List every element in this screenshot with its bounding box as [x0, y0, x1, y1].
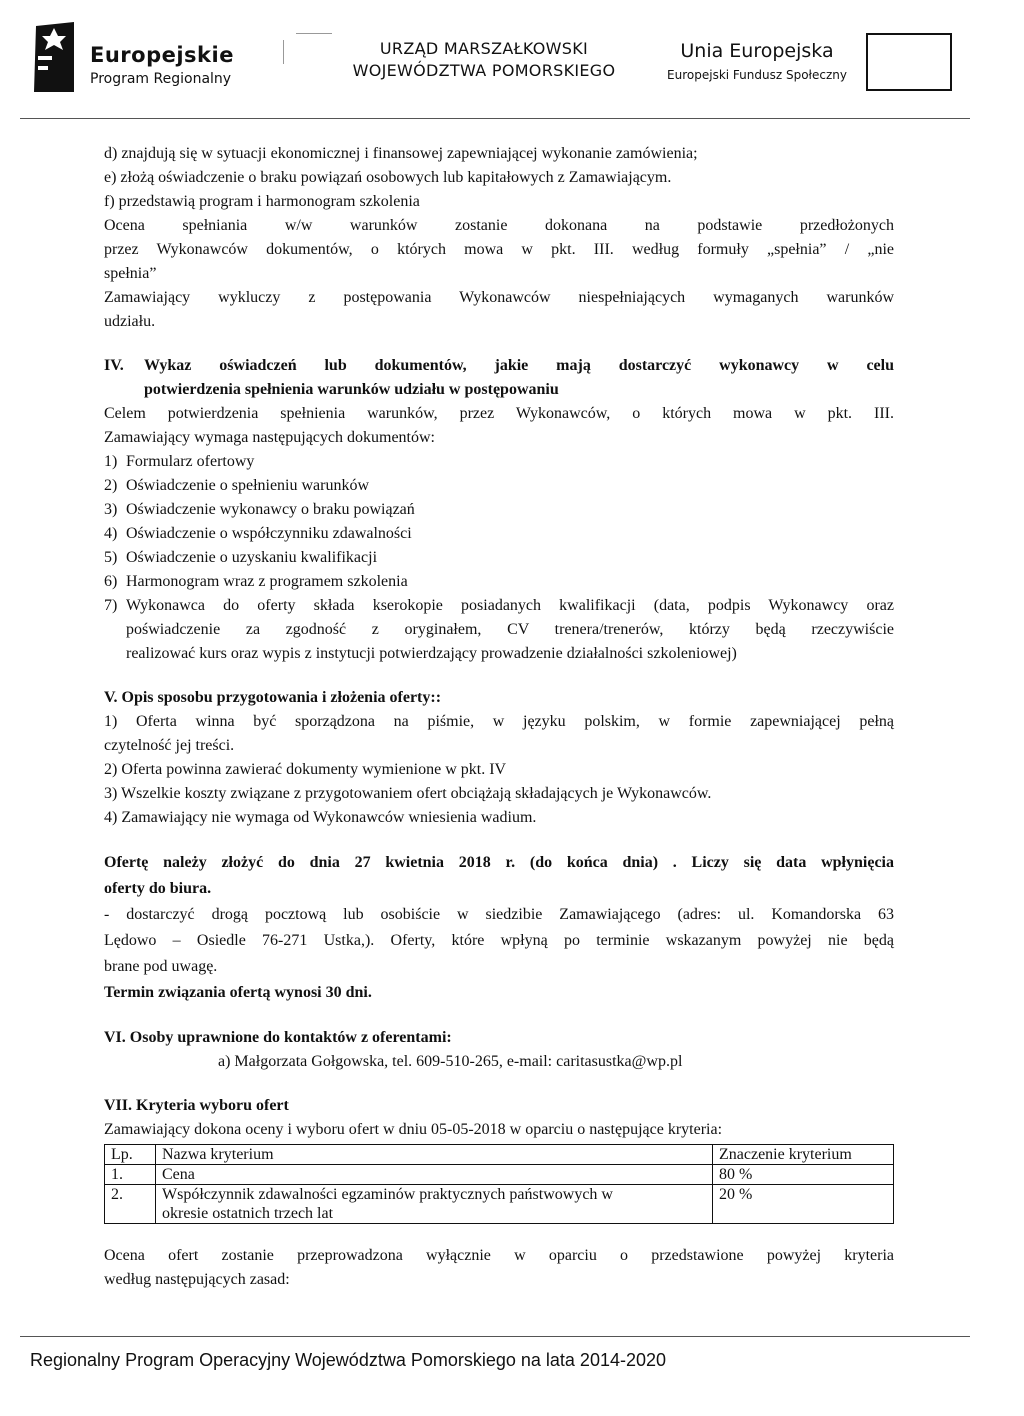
list-item-text: Formularz ofertowy: [126, 453, 255, 470]
list-item: [104, 546, 894, 570]
list-item-text: [126, 594, 894, 666]
table-header-lp: Lp.: [105, 1145, 156, 1165]
list-item-text: Oświadczenie o współczynniku zdawalności: [126, 525, 412, 542]
criteria-table: [104, 1144, 894, 1224]
table-row: [105, 1185, 894, 1224]
deadline-line-2: oferty do biura.: [104, 880, 212, 897]
contact-person: a) Małgorzata Gołgowska, tel. 609-510-265, e-mail: caritasustka@wp.pl: [218, 1053, 683, 1070]
criterion-name-line-2: okresie ostatnich trzech lat: [162, 1205, 334, 1222]
table-cell-weight: 20 %: [713, 1185, 894, 1224]
header-rule: [20, 118, 970, 119]
eu-flag-icon: [866, 33, 952, 91]
condition-e: e) złożą oświadczenie o braku powiązań osobowych lub kapitałowych z Zamawiającym.: [104, 169, 672, 186]
ocena-line-2: przez Wykonawców dokumentów, o których mowa w pkt. III. według formuły „spełnia” / „nie: [104, 241, 894, 258]
criterion-name-line-1: Współczynnik zdawalności egzaminów praktycznych państwowych w: [162, 1186, 613, 1203]
section-iv-intro: Zamawiający wymaga następujących dokumentów:: [104, 429, 435, 446]
item7-line-1: Wykonawca do oferty składa kserokopie posiadanych kwalifikacji (data, podpis Wykonawcy oraz: [126, 597, 894, 614]
table-cell-lp: 2.: [105, 1185, 156, 1224]
fundusze-europejskie-logo-icon: [30, 22, 78, 94]
list-item-number: 4): [104, 525, 118, 542]
item7-line-3: realizować kurs oraz wypis z instytucji potwierdzający prowadzenie działalności szkoleniowej): [126, 645, 737, 662]
ocena-line-3: spełnia”: [104, 265, 157, 282]
table-cell-weight: 80 %: [713, 1165, 894, 1185]
deadline-line-1: Ofertę należy złożyć do dnia 27 kwietnia 2018 r. (do końca dnia) . Liczy się data wpłynięcia: [104, 854, 894, 871]
section-iv-heading-line-2: potwierdzenia spełnienia warunków udziału w postępowaniu: [144, 381, 559, 398]
evaluation-line-2: według następujących zasad:: [104, 1271, 290, 1288]
list-item: [104, 498, 894, 522]
list-item: [104, 450, 894, 474]
section-iv-number: IV.: [104, 357, 124, 374]
logo-text: [90, 44, 234, 87]
urzad-marszalkowski-label: [348, 38, 620, 82]
evaluation-line-1: Ocena ofert zostanie przeprowadzona wyłącznie w oparciu o przedstawione powyżej kryteria: [104, 1247, 894, 1264]
list-item-number: 7): [104, 597, 118, 614]
delivery-line-3: brane pod uwagę.: [104, 958, 218, 975]
ue-subtitle: Europejski Fundusz Społeczny: [667, 68, 847, 82]
delivery-line-2: Lędowo – Osiedle 76-271 Ustka,). Oferty, które wpłyną po terminie wskazanym powyżej nie będą: [104, 932, 894, 949]
list-item: [104, 570, 894, 594]
document-body: [104, 142, 894, 1292]
list-item-text: Oświadczenie o spełnieniu warunków: [126, 477, 370, 494]
wyklucza-line-1: Zamawiający wykluczy z postępowania Wykonawców niespełniających wymaganych warunków: [104, 289, 894, 306]
section-iv-heading-line-1: Wykaz oświadczeń lub dokumentów, jakie mają dostarczyć wykonawcy w celu: [144, 357, 894, 374]
section-v-heading: V. Opis sposobu przygotowania i złożenia oferty::: [104, 689, 442, 706]
ocena-line-1: Ocena spełniania w/w warunków zostanie dokonana na podstawie przedłożonych: [104, 217, 894, 234]
section-vii-heading: VII. Kryteria wyboru ofert: [104, 1097, 289, 1114]
binding-period: Termin związania ofertą wynosi 30 dni.: [104, 984, 372, 1001]
documents-list: [104, 450, 894, 666]
logo-subtitle: Program Regionalny: [90, 71, 232, 87]
table-header-name: Nazwa kryterium: [156, 1145, 713, 1165]
delivery-line-1: - dostarczyć drogą pocztową lub osobiście w siedzibie Zamawiającego (adres: ul. Komandorska 63: [104, 906, 894, 923]
table-cell-name: Cena: [156, 1165, 713, 1185]
section-v-point-4: 4) Zamawiający nie wymaga od Wykonawców wniesienia wadium.: [104, 809, 537, 826]
logo-title: Europejskie: [90, 43, 234, 67]
list-item-text: Harmonogram wraz z programem szkolenia: [126, 573, 408, 590]
item7-line-2: poświadczenie za zgodność z oryginałem, CV trenera/trenerów, którzy będą rzeczywiście: [126, 621, 894, 638]
section-iv-heading: [104, 354, 894, 378]
section-v-point-1-line-2: czytelność jej treści.: [104, 737, 235, 754]
header-divider: [296, 33, 332, 34]
list-item-number: 5): [104, 549, 118, 566]
section-v-point-1-line-1: 1) Oferta winna być sporządzona na piśmie, w języku polskim, w formie zapewniającej pełną: [104, 713, 894, 730]
footer-rule: [20, 1336, 970, 1337]
table-header-row: [105, 1145, 894, 1165]
section-vii-intro: Zamawiający dokona oceny i wyboru ofert w dniu 05-05-2018 w oparciu o następujące kryteria:: [104, 1121, 723, 1138]
list-item-text: Oświadczenie o uzyskaniu kwalifikacji: [126, 549, 378, 566]
list-item-text: Oświadczenie wykonawcy o braku powiązań: [126, 501, 415, 518]
unia-europejska-label: [652, 40, 862, 82]
wyklucza-line-2: udziału.: [104, 313, 156, 330]
list-item: [104, 474, 894, 498]
table-header-weight: Znaczenie kryterium: [713, 1145, 894, 1165]
header-divider: [283, 40, 284, 64]
urzad-line-2: WOJEWÓDZTWA POMORSKIEGO: [352, 61, 616, 80]
table-row: [105, 1165, 894, 1185]
list-item-number: 6): [104, 573, 118, 590]
list-item-number: 2): [104, 477, 118, 494]
condition-d: d) znajdują się w sytuacji ekonomicznej i finansowej zapewniającej wykonanie zamówienia;: [104, 145, 698, 162]
section-v-point-2: 2) Oferta powinna zawierać dokumenty wymienione w pkt. IV: [104, 761, 507, 778]
list-item: [104, 594, 894, 666]
ue-title: Unia Europejska: [680, 40, 834, 62]
list-item-number: 1): [104, 453, 118, 470]
table-cell-name: [156, 1185, 713, 1224]
page-footer: Regionalny Program Operacyjny Województwa Pomorskiego na lata 2014-2020: [30, 1350, 667, 1370]
section-vi-heading: VI. Osoby uprawnione do kontaktów z oferentami:: [104, 1029, 452, 1046]
list-item: [104, 522, 894, 546]
list-item-number: 3): [104, 501, 118, 518]
urzad-line-1: URZĄD MARSZAŁKOWSKI: [379, 39, 589, 58]
condition-f: f) przedstawią program i harmonogram szkolenia: [104, 193, 420, 210]
page-header: [0, 0, 1024, 112]
section-v-point-3: 3) Wszelkie koszty związane z przygotowaniem ofert obciążają składających je Wykonawców.: [104, 785, 712, 802]
table-cell-lp: 1.: [105, 1165, 156, 1185]
section-iv-cel: Celem potwierdzenia spełnienia warunków, przez Wykonawców, o których mowa w pkt. III.: [104, 405, 894, 422]
